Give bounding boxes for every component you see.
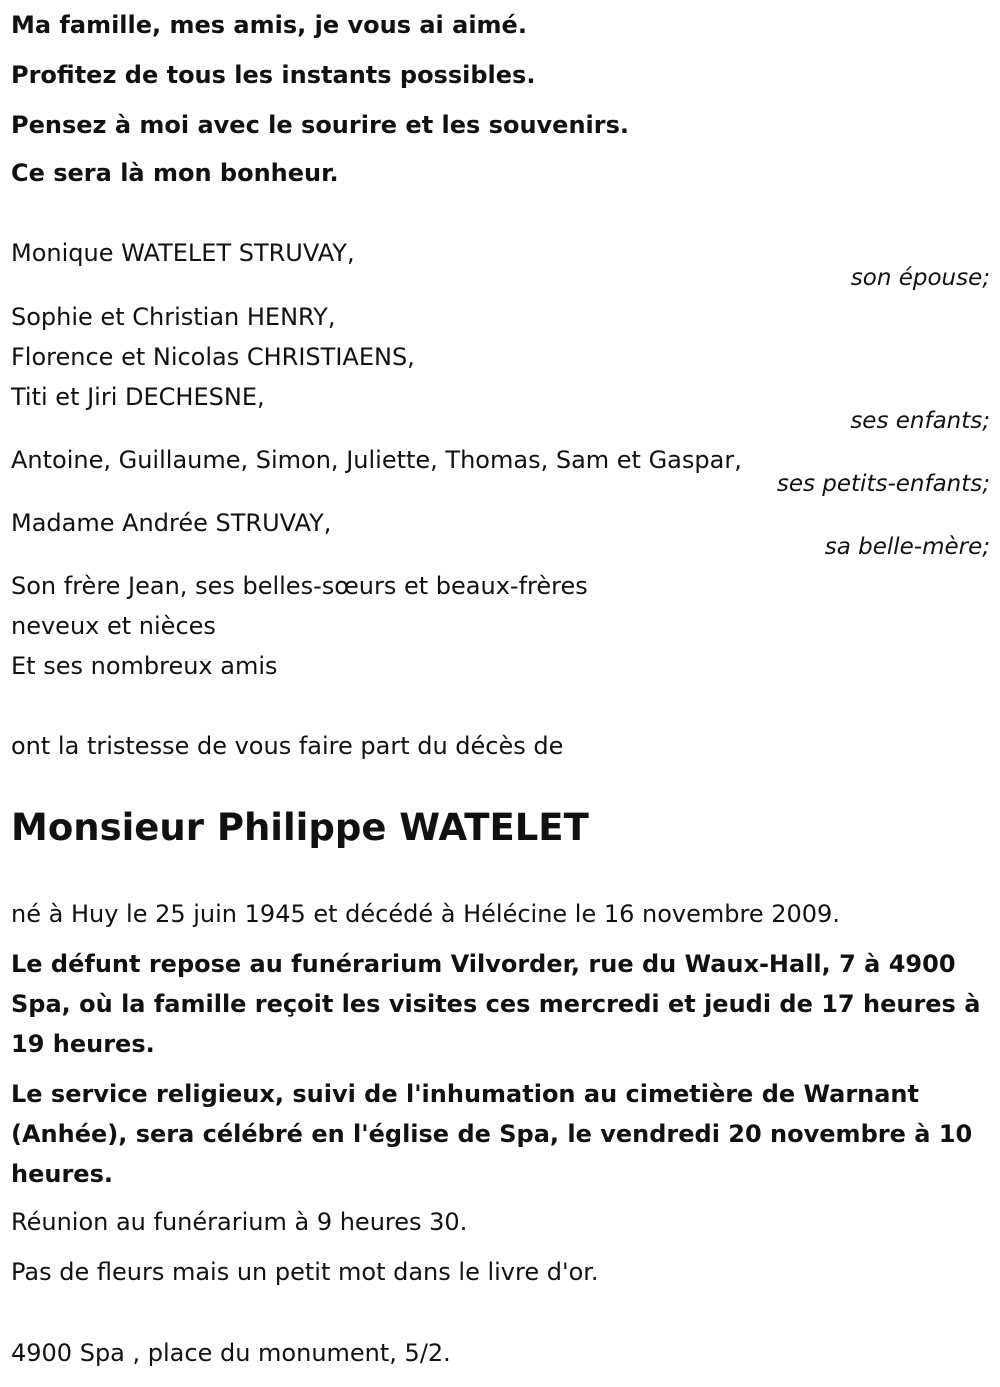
poem-line-4: Ce sera là mon bonheur. (11, 159, 339, 187)
other-relatives-3: Et ses nombreux amis (11, 652, 278, 680)
birth-death-info: né à Huy le 25 juin 1945 et décédé à Hélécine le 16 novembre 2009. (11, 900, 840, 928)
child-1: Sophie et Christian HENRY, (11, 303, 336, 331)
grandchildren: Antoine, Guillaume, Simon, Juliette, Thomas, Sam et Gaspar, (11, 446, 742, 474)
funeral-home-info: Le défunt repose au funérarium Vilvorder, rue du Waux-Hall, 7 à 4900 Spa, où la famille reçoit les visites ces mercredi et jeudi de 17 heures à 19 heures. (11, 950, 981, 1058)
announcement-text: ont la tristesse de vous faire part du décès de (11, 732, 564, 760)
religious-service-info: Le service religieux, suivi de l'inhumation au cimetière de Warnant (Anhée), sera célébré en l'église de Spa, le vendredi 20 novembre à 10 heures. (11, 1080, 973, 1188)
poem-line-2: Profitez de tous les instants possibles. (11, 61, 536, 89)
children-role: ses enfants; (850, 408, 990, 434)
mother-in-law: Madame Andrée STRUVAY, (11, 509, 332, 537)
address: 4900 Spa , place du monument, 5/2. (11, 1339, 451, 1367)
other-relatives-2: neveux et nièces (11, 612, 216, 640)
deceased-name: Monsieur Philippe WATELET (11, 806, 589, 849)
child-3: Titi et Jiri DECHESNE, (11, 383, 265, 411)
other-relatives-1: Son frère Jean, ses belles-sœurs et beaux-frères (11, 572, 588, 600)
mother-in-law-role: sa belle-mère; (824, 534, 990, 560)
flowers-note: Pas de fleurs mais un petit mot dans le livre d'or. (11, 1258, 599, 1286)
wife-role: son épouse; (850, 265, 990, 291)
poem-line-1: Ma famille, mes amis, je vous ai aimé. (11, 11, 527, 39)
wife-name: Monique WATELET STRUVAY, (11, 239, 355, 267)
grandchildren-role: ses petits-enfants; (776, 471, 990, 497)
meeting-info: Réunion au funérarium à 9 heures 30. (11, 1208, 468, 1236)
poem-line-3: Pensez à moi avec le sourire et les souvenirs. (11, 111, 629, 139)
child-2: Florence et Nicolas CHRISTIAENS, (11, 343, 415, 371)
